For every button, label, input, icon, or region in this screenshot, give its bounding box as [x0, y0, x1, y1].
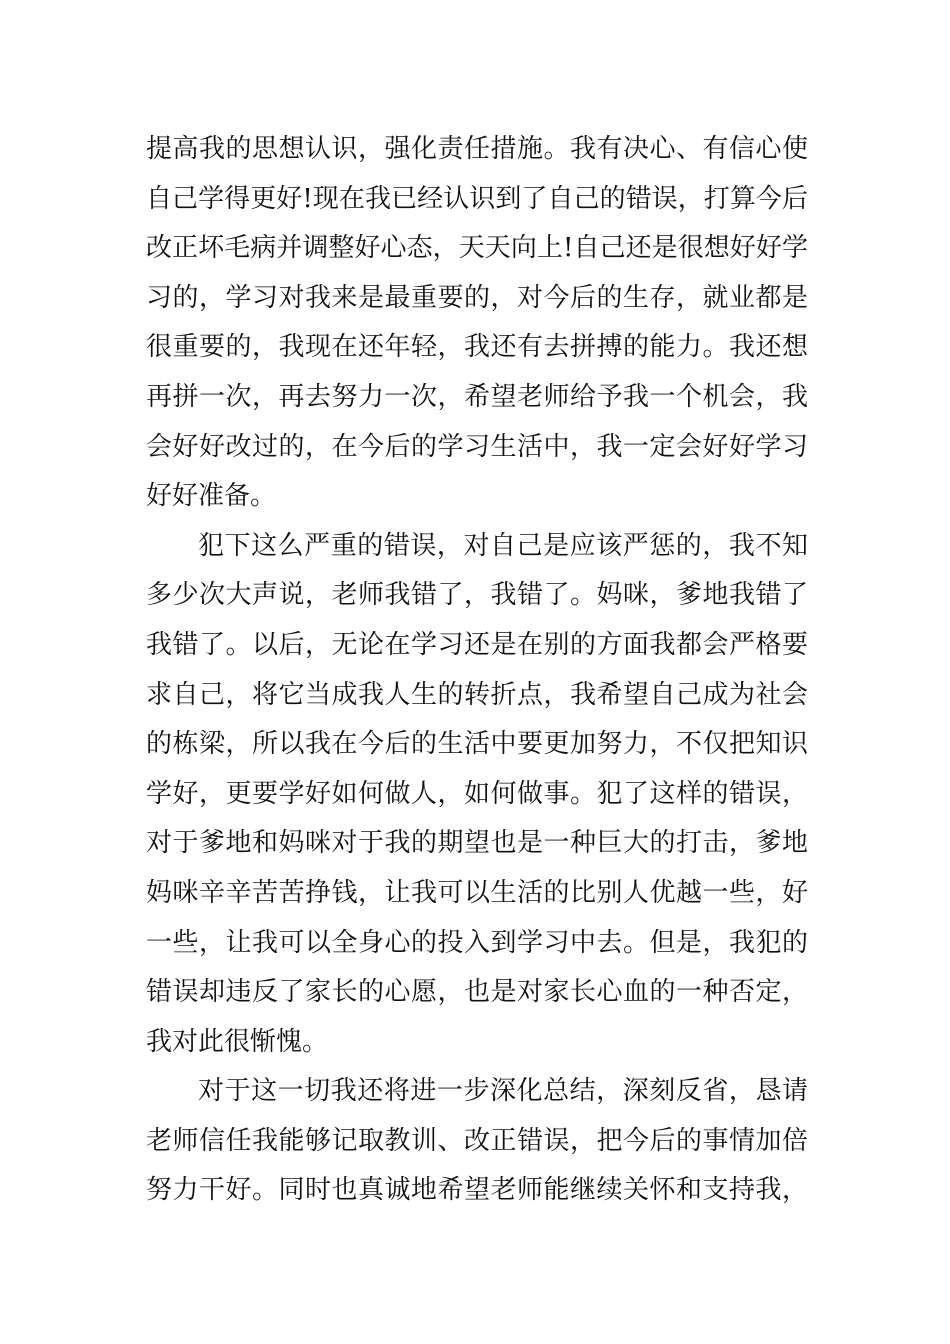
text-line: 提高我的思想认识，强化责任措施。我有决心、有信心使: [146, 134, 808, 164]
text-line: 老师信任我能够记取教训、改正错误，把今后的事情加倍: [146, 1125, 808, 1156]
text-line: 学好，更要学好如何做人，如何做事。犯了这样的错误，: [146, 778, 808, 809]
text-line: 自己学得更好!现在我已经认识到了自己的错误，打算今后: [146, 183, 808, 214]
text-line: 多少次大声说，老师我错了，我错了。妈咪，爹地我错了: [146, 580, 808, 611]
text-line: 的栋梁，所以我在今后的生活中要更加努力，不仅把知识: [146, 729, 808, 760]
text-line: 努力干好。同时也真诚地希望老师能继续关怀和支持我，: [146, 1175, 808, 1206]
text-line: 我错了。以后，无论在学习还是在别的方面我都会严格要: [146, 629, 808, 660]
text-line: 求自己，将它当成我人生的转折点，我希望自己成为社会: [146, 679, 808, 710]
document-body: [146, 125, 808, 1216]
text-line: 对于这一切我还将进一步深化总结，深刻反省，恳请: [198, 1076, 808, 1107]
text-line: 对于爹地和妈咪对于我的期望也是一种巨大的打击，爹地: [146, 828, 808, 859]
text-line: 改正坏毛病并调整好心态，天天向上!自己还是很想好好学: [146, 233, 808, 264]
text-line: 再拼一次，再去努力一次，希望老师给予我一个机会，我: [146, 381, 808, 412]
text-line: 好好准备。: [146, 481, 277, 512]
text-line: 会好好改过的，在今后的学习生活中，我一定会好好学习: [146, 431, 808, 462]
text-line: 我对此很惭愧。: [146, 1026, 329, 1057]
text-line: 一些，让我可以全身心的投入到学习中去。但是，我犯的: [146, 927, 808, 958]
text-line: 很重要的，我现在还年轻，我还有去拼搏的能力。我还想: [146, 332, 808, 363]
text-line: 错误却违反了家长的心愿，也是对家长心血的一种否定，: [146, 977, 808, 1008]
text-line: 犯下这么严重的错误，对自己是应该严惩的，我不知: [198, 530, 808, 561]
text-line: 习的，学习对我来是最重要的，对今后的生存，就业都是: [146, 282, 808, 313]
text-line: 妈咪辛辛苦苦挣钱，让我可以生活的比别人优越一些，好: [146, 877, 808, 908]
